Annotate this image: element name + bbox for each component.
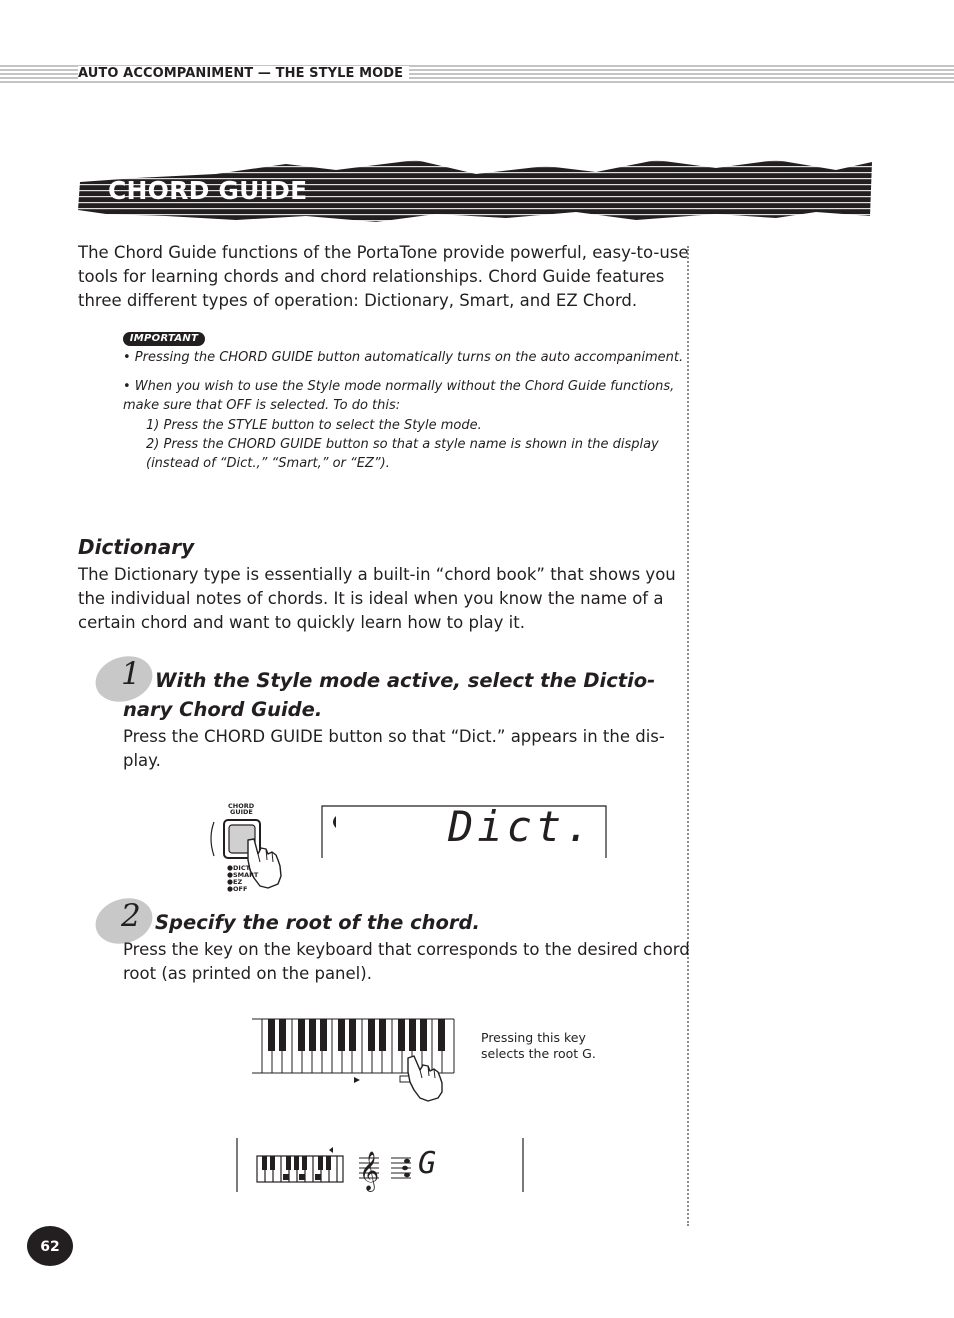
important-step-2-cont: (instead of “Dict.,” “Smart,” or “EZ”). bbox=[146, 456, 390, 471]
dictionary-line-1: The Dictionary type is essentially a built-in “chord book” that shows you bbox=[78, 565, 676, 584]
svg-text:𝄞: 𝄞 bbox=[359, 1151, 380, 1191]
lcd-display-2 bbox=[235, 1136, 527, 1194]
important-badge: IMPORTANT bbox=[123, 332, 205, 346]
important-note-2-line-1: • When you wish to use the Style mode normally without the Chord Guide functions, bbox=[123, 379, 675, 394]
important-step-2: 2) Press the CHORD GUIDE button so that a style name is shown in the display bbox=[146, 437, 659, 452]
option-smart: SMART bbox=[233, 871, 259, 879]
step-2-number: 2 bbox=[121, 898, 141, 934]
important-note-1: • Pressing the CHORD GUIDE button automatically turns on the auto accompaniment. bbox=[123, 350, 684, 365]
option-ez: EZ bbox=[233, 878, 243, 886]
step-2-body-line-1: Press the key on the keyboard that corresponds to the desired chord bbox=[123, 940, 690, 959]
important-note-2-line-2: make sure that OFF is selected. To do this: bbox=[123, 398, 401, 413]
important-step-1: 1) Press the STYLE button to select the Style mode. bbox=[146, 418, 482, 433]
keyboard-illustration bbox=[252, 1016, 458, 1102]
running-head: AUTO ACCOMPANIMENT — THE STYLE MODE bbox=[78, 66, 409, 81]
keyboard-caption-line-1: Pressing this key bbox=[481, 1030, 586, 1045]
step-1-body-line-2: play. bbox=[123, 751, 161, 770]
lcd-display-text: Dict. bbox=[448, 802, 595, 851]
step-2-body-line-2: root (as printed on the panel). bbox=[123, 964, 372, 983]
dictionary-heading: Dictionary bbox=[78, 535, 195, 559]
step-1-title-line-1: With the Style mode active, select the Dictio- bbox=[155, 669, 656, 692]
keyboard-caption-line-2: selects the root G. bbox=[481, 1046, 596, 1061]
dictionary-line-2: the individual notes of chords. It is ideal when you know the name of a bbox=[78, 589, 664, 608]
section-title: CHORD GUIDE bbox=[108, 176, 308, 205]
chord-guide-label-1: CHORD bbox=[228, 802, 255, 810]
step-1-number: 1 bbox=[121, 656, 141, 692]
intro-line-3: three different types of operation: Dictionary, Smart, and EZ Chord. bbox=[78, 291, 638, 310]
margin-dotted-rule bbox=[687, 246, 689, 1226]
chord-guide-label-2: GUIDE bbox=[230, 808, 253, 816]
page-number: 62 bbox=[27, 1226, 73, 1266]
step-1-title-line-2: nary Chord Guide. bbox=[123, 698, 323, 721]
intro-line-1: The Chord Guide functions of the PortaTone provide powerful, easy-to-use bbox=[78, 243, 689, 262]
step-2-title: Specify the root of the chord. bbox=[155, 911, 480, 934]
dictionary-line-3: certain chord and want to quickly learn how to play it. bbox=[78, 613, 525, 632]
option-dict: DICT. bbox=[233, 864, 252, 872]
chord-guide-button-illustration bbox=[206, 816, 286, 894]
option-off: OFF bbox=[233, 885, 248, 893]
step-1-body-line-1: Press the CHORD GUIDE button so that “Dict.” appears in the dis- bbox=[123, 727, 665, 746]
lcd-chord-name: G bbox=[418, 1146, 437, 1181]
intro-line-2: tools for learning chords and chord relationships. Chord Guide features bbox=[78, 267, 665, 286]
